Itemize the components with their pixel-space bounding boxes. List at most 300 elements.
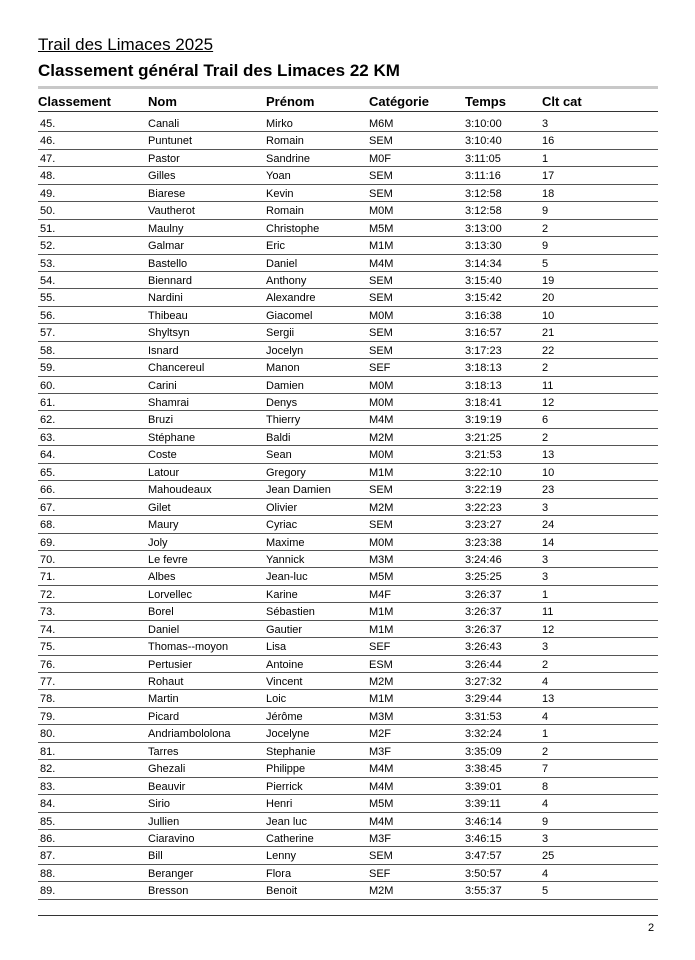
cell-classement: 67.	[40, 501, 56, 514]
cell-categorie: SEM	[369, 187, 393, 200]
cell-classement: 47.	[40, 152, 56, 165]
cell-temps: 3:23:38	[465, 536, 502, 549]
cell-classement: 74.	[40, 623, 56, 636]
cell-clt-cat: 16	[542, 135, 555, 148]
cell-prenom: Sergii	[266, 327, 295, 340]
table-row	[38, 708, 658, 725]
table-row	[38, 464, 658, 481]
cell-clt-cat: 2	[542, 431, 549, 444]
cell-clt-cat: 25	[542, 850, 555, 863]
table-row	[38, 446, 658, 463]
cell-categorie: M5M	[369, 798, 394, 811]
cell-classement: 50.	[40, 205, 56, 218]
ranking-title: Classement général Trail des Limaces 22 KM	[38, 61, 400, 80]
table-row	[38, 656, 658, 673]
cell-clt-cat: 3	[542, 501, 549, 514]
cell-prenom: Karine	[266, 588, 298, 601]
cell-categorie: M0M	[369, 449, 394, 462]
cell-clt-cat: 4	[542, 867, 549, 880]
cell-clt-cat: 2	[542, 658, 549, 671]
cell-nom: Maury	[148, 519, 179, 532]
cell-categorie: SEM	[369, 274, 393, 287]
cell-classement: 69.	[40, 536, 56, 549]
cell-nom: Ciaravino	[148, 832, 195, 845]
table-row	[38, 673, 658, 690]
cell-categorie: SEM	[369, 484, 393, 497]
cell-clt-cat: 11	[542, 379, 554, 392]
cell-clt-cat: 18	[542, 187, 555, 200]
cell-classement: 65.	[40, 466, 56, 479]
cell-nom: Mahoudeaux	[148, 484, 212, 497]
table-row	[38, 551, 658, 568]
cell-categorie: M4M	[369, 414, 394, 427]
table-row	[38, 185, 658, 202]
cell-temps: 3:22:10	[465, 466, 502, 479]
cell-categorie: SEM	[369, 519, 393, 532]
cell-nom: Bastello	[148, 257, 188, 270]
cell-categorie: SEM	[369, 327, 393, 340]
cell-nom: Rohaut	[148, 676, 184, 688]
table-row	[38, 255, 658, 272]
cell-temps: 3:27:32	[465, 676, 502, 688]
cell-prenom: Stephanie	[266, 745, 316, 758]
table-row	[38, 830, 658, 847]
cell-prenom: Catherine	[266, 832, 314, 845]
cell-nom: Beauvir	[148, 780, 186, 793]
table-header	[38, 93, 658, 111]
cell-clt-cat: 3	[542, 553, 549, 566]
cell-nom: Le fevre	[148, 553, 188, 566]
cell-temps: 3:13:30	[465, 240, 502, 253]
table-row	[38, 778, 658, 795]
cell-nom: Shamrai	[148, 397, 189, 409]
cell-prenom: Jérôme	[266, 710, 303, 723]
table-row	[38, 603, 658, 620]
cell-classement: 86.	[40, 832, 56, 845]
cell-prenom: Alexandre	[266, 292, 316, 305]
cell-clt-cat: 1	[542, 588, 549, 601]
table-row	[38, 411, 658, 428]
header-classement: Classement	[38, 94, 111, 109]
table-row	[38, 568, 658, 585]
cell-categorie: SEF	[369, 867, 391, 880]
cell-temps: 3:22:23	[465, 501, 502, 514]
cell-clt-cat: 23	[542, 484, 555, 497]
cell-classement: 73.	[40, 606, 56, 619]
cell-clt-cat: 3	[542, 571, 549, 584]
cell-categorie: M0M	[369, 379, 394, 392]
table-row	[38, 690, 658, 707]
cell-nom: Gilet	[148, 501, 171, 514]
cell-prenom: Gregory	[266, 466, 306, 479]
cell-clt-cat: 8	[542, 780, 549, 793]
cell-classement: 84.	[40, 798, 56, 811]
cell-categorie: M1M	[369, 466, 394, 479]
cell-prenom: Romain	[266, 135, 304, 148]
cell-temps: 3:21:53	[465, 449, 502, 462]
table-row	[38, 202, 658, 219]
cell-categorie: M4M	[369, 780, 394, 793]
cell-clt-cat: 3	[542, 641, 549, 654]
cell-categorie: M5M	[369, 571, 394, 584]
cell-nom: Jullien	[148, 815, 180, 828]
cell-temps: 3:24:46	[465, 553, 502, 566]
cell-nom: Carini	[148, 379, 177, 392]
cell-prenom: Jocelyne	[266, 728, 310, 741]
cell-clt-cat: 21	[542, 327, 555, 340]
cell-clt-cat: 9	[542, 240, 549, 253]
cell-nom: Bruzi	[148, 414, 174, 427]
cell-prenom: Sandrine	[266, 152, 311, 165]
table-row	[38, 429, 658, 446]
cell-prenom: Jean-luc	[266, 571, 308, 584]
cell-classement: 52.	[40, 240, 56, 253]
cell-classement: 56.	[40, 309, 56, 322]
cell-classement: 64.	[40, 449, 56, 462]
cell-clt-cat: 4	[542, 710, 549, 723]
cell-temps: 3:17:23	[465, 344, 502, 357]
cell-temps: 3:18:13	[465, 379, 502, 392]
cell-classement: 76.	[40, 658, 56, 671]
table-row	[38, 132, 658, 149]
cell-categorie: M4F	[369, 588, 391, 601]
cell-prenom: Baldi	[266, 431, 291, 444]
cell-temps: 3:26:37	[465, 606, 502, 619]
cell-temps: 3:23:27	[465, 519, 502, 532]
cell-prenom: Manon	[266, 362, 300, 375]
cell-categorie: M2M	[369, 885, 394, 898]
cell-temps: 3:11:16	[465, 170, 501, 183]
cell-prenom: Jean Damien	[266, 484, 331, 497]
cell-classement: 63.	[40, 431, 56, 444]
cell-prenom: Pierrick	[266, 780, 303, 793]
table-row	[38, 795, 658, 812]
cell-clt-cat: 2	[542, 362, 549, 375]
cell-classement: 61.	[40, 397, 56, 409]
cell-nom: Biarese	[148, 187, 186, 200]
cell-nom: Stéphane	[148, 431, 196, 444]
table-row	[38, 586, 658, 603]
cell-classement: 53.	[40, 257, 56, 270]
cell-classement: 81.	[40, 745, 56, 758]
cell-temps: 3:25:25	[465, 571, 502, 584]
table-row	[38, 377, 658, 394]
cell-prenom: Lenny	[266, 850, 296, 863]
cell-temps: 3:18:13	[465, 362, 502, 375]
cell-prenom: Jocelyn	[266, 344, 304, 357]
cell-categorie: SEM	[369, 850, 393, 863]
cell-prenom: Olivier	[266, 501, 298, 514]
cell-nom: Bresson	[148, 885, 189, 898]
cell-temps: 3:16:38	[465, 309, 502, 322]
title-divider	[38, 86, 658, 89]
cell-categorie: M0M	[369, 397, 394, 409]
cell-nom: Tarres	[148, 745, 179, 758]
table-row	[38, 760, 658, 777]
cell-categorie: M2M	[369, 431, 394, 444]
table-row	[38, 743, 658, 760]
cell-prenom: Yoan	[266, 170, 291, 183]
header-divider	[38, 111, 658, 112]
cell-clt-cat: 12	[542, 397, 555, 409]
header-nom: Nom	[148, 94, 177, 109]
cell-nom: Pertusier	[148, 658, 193, 671]
table-row	[38, 167, 658, 184]
cell-nom: Puntunet	[148, 135, 193, 148]
cell-nom: Shyltsyn	[148, 327, 190, 340]
cell-clt-cat: 5	[542, 257, 549, 270]
page-number: 2	[648, 922, 655, 934]
cell-categorie: M2M	[369, 676, 394, 688]
cell-clt-cat: 7	[542, 763, 549, 776]
table-row	[38, 150, 658, 167]
cell-prenom: Gautier	[266, 623, 303, 636]
table-bottom-divider	[38, 915, 658, 916]
cell-clt-cat: 5	[542, 885, 549, 898]
cell-prenom: Sébastien	[266, 606, 315, 619]
cell-categorie: M4M	[369, 815, 394, 828]
cell-categorie: M3M	[369, 553, 394, 566]
cell-temps: 3:11:05	[465, 152, 501, 165]
cell-classement: 71.	[40, 571, 56, 584]
cell-clt-cat: 4	[542, 676, 549, 688]
cell-temps: 3:21:25	[465, 431, 502, 444]
cell-categorie: M2M	[369, 501, 394, 514]
cell-categorie: SEM	[369, 344, 393, 357]
table-row	[38, 394, 658, 411]
cell-classement: 57.	[40, 327, 56, 340]
cell-classement: 72.	[40, 588, 56, 601]
cell-categorie: M6M	[369, 118, 394, 130]
table-row	[38, 534, 658, 551]
cell-temps: 3:50:57	[465, 867, 502, 880]
cell-clt-cat: 6	[542, 414, 549, 427]
cell-nom: Beranger	[148, 867, 194, 880]
cell-temps: 3:46:14	[465, 815, 502, 828]
cell-prenom: Romain	[266, 205, 304, 218]
cell-classement: 75.	[40, 641, 56, 654]
header-clt-cat: Clt cat	[542, 94, 582, 109]
cell-prenom: Anthony	[266, 274, 307, 287]
cell-classement: 46.	[40, 135, 56, 148]
cell-classement: 59.	[40, 362, 56, 375]
cell-temps: 3:38:45	[465, 763, 502, 776]
cell-temps: 3:15:40	[465, 274, 502, 287]
cell-categorie: M1M	[369, 606, 394, 619]
cell-categorie: M1M	[369, 240, 394, 253]
cell-classement: 55.	[40, 292, 56, 305]
cell-classement: 77.	[40, 676, 56, 688]
cell-clt-cat: 20	[542, 292, 555, 305]
cell-prenom: Loic	[266, 693, 287, 706]
cell-categorie: M5M	[369, 222, 394, 235]
cell-temps: 3:26:37	[465, 588, 502, 601]
cell-temps: 3:18:41	[465, 397, 502, 409]
cell-prenom: Denys	[266, 397, 298, 409]
cell-temps: 3:26:37	[465, 623, 502, 636]
cell-categorie: ESM	[369, 658, 393, 671]
cell-prenom: Yannick	[266, 553, 305, 566]
cell-clt-cat: 11	[542, 606, 554, 619]
cell-categorie: SEM	[369, 170, 393, 183]
cell-nom: Latour	[148, 466, 180, 479]
cell-categorie: M0F	[369, 152, 391, 165]
cell-prenom: Benoit	[266, 885, 298, 898]
cell-temps: 3:12:58	[465, 187, 502, 200]
cell-nom: Thomas--moyon	[148, 641, 229, 654]
results-table-body	[38, 115, 658, 900]
cell-prenom: Kevin	[266, 187, 294, 200]
cell-clt-cat: 1	[542, 152, 549, 165]
cell-temps: 3:10:40	[465, 135, 502, 148]
cell-prenom: Thierry	[266, 414, 301, 427]
cell-prenom: Lisa	[266, 641, 287, 654]
cell-classement: 85.	[40, 815, 56, 828]
cell-classement: 78.	[40, 693, 56, 706]
header-prenom: Prénom	[266, 94, 315, 109]
cell-temps: 3:29:44	[465, 693, 502, 706]
cell-categorie: M1M	[369, 623, 394, 636]
cell-classement: 70.	[40, 553, 56, 566]
cell-clt-cat: 19	[542, 274, 555, 287]
cell-temps: 3:47:57	[465, 850, 502, 863]
table-row	[38, 359, 658, 376]
cell-classement: 49.	[40, 187, 56, 200]
cell-nom: Sirio	[148, 798, 171, 811]
cell-nom: Canali	[148, 118, 180, 130]
table-row	[38, 621, 658, 638]
cell-classement: 82.	[40, 763, 56, 776]
table-row	[38, 725, 658, 742]
cell-nom: Ghezali	[148, 763, 186, 776]
table-row	[38, 220, 658, 237]
cell-classement: 54.	[40, 274, 56, 287]
cell-temps: 3:13:00	[465, 222, 502, 235]
cell-categorie: SEF	[369, 641, 391, 654]
cell-prenom: Giacomel	[266, 309, 313, 322]
cell-classement: 48.	[40, 170, 56, 183]
cell-temps: 3:26:44	[465, 658, 502, 671]
cell-clt-cat: 13	[542, 449, 555, 462]
cell-prenom: Maxime	[266, 536, 305, 549]
cell-prenom: Antoine	[266, 658, 304, 671]
cell-prenom: Christophe	[266, 222, 320, 235]
cell-classement: 60.	[40, 379, 56, 392]
cell-classement: 62.	[40, 414, 56, 427]
cell-clt-cat: 22	[542, 344, 555, 357]
header-categorie: Catégorie	[369, 94, 429, 109]
event-title: Trail des Limaces 2025	[38, 35, 214, 54]
cell-classement: 83.	[40, 780, 56, 793]
cell-nom: Maulny	[148, 222, 184, 235]
cell-clt-cat: 12	[542, 623, 555, 636]
cell-nom: Joly	[148, 536, 168, 549]
table-row	[38, 324, 658, 341]
table-row	[38, 516, 658, 533]
cell-nom: Martin	[148, 693, 179, 706]
cell-categorie: SEF	[369, 362, 391, 375]
cell-categorie: SEM	[369, 135, 393, 148]
cell-nom: Vautherot	[148, 205, 195, 218]
cell-categorie: M4M	[369, 763, 394, 776]
cell-classement: 80.	[40, 728, 56, 741]
cell-categorie: M3F	[369, 745, 391, 758]
cell-prenom: Vincent	[266, 676, 303, 688]
cell-clt-cat: 1	[542, 728, 549, 741]
cell-clt-cat: 2	[542, 745, 549, 758]
cell-clt-cat: 4	[542, 798, 549, 811]
cell-temps: 3:31:53	[465, 710, 502, 723]
table-row	[38, 638, 658, 655]
cell-clt-cat: 3	[542, 832, 549, 845]
cell-categorie: M2F	[369, 728, 391, 741]
table-row	[38, 847, 658, 864]
cell-nom: Pastor	[148, 152, 180, 165]
cell-clt-cat: 9	[542, 205, 549, 218]
cell-prenom: Cyriac	[266, 519, 298, 532]
table-row	[38, 307, 658, 324]
table-row	[38, 865, 658, 882]
cell-temps: 3:55:37	[465, 885, 502, 898]
table-row	[38, 813, 658, 830]
cell-nom: Lorvellec	[148, 588, 193, 601]
cell-temps: 3:22:19	[465, 484, 502, 497]
cell-classement: 58.	[40, 344, 56, 357]
cell-temps: 3:14:34	[465, 257, 502, 270]
cell-classement: 88.	[40, 867, 56, 880]
table-row	[38, 342, 658, 359]
cell-prenom: Flora	[266, 867, 292, 880]
cell-categorie: M0M	[369, 536, 394, 549]
cell-nom: Bill	[148, 850, 163, 863]
cell-nom: Galmar	[148, 240, 185, 253]
cell-nom: Isnard	[148, 344, 179, 357]
cell-clt-cat: 3	[542, 118, 549, 130]
cell-classement: 89.	[40, 885, 56, 898]
cell-nom: Daniel	[148, 623, 180, 636]
cell-prenom: Jean luc	[266, 815, 307, 828]
cell-categorie: M3M	[369, 710, 394, 723]
cell-temps: 3:35:09	[465, 745, 502, 758]
cell-classement: 79.	[40, 710, 56, 723]
cell-clt-cat: 13	[542, 693, 555, 706]
cell-categorie: SEM	[369, 292, 393, 305]
cell-nom: Albes	[148, 571, 176, 584]
cell-prenom: Henri	[266, 798, 293, 811]
cell-clt-cat: 24	[542, 519, 555, 532]
cell-nom: Borel	[148, 606, 174, 619]
cell-prenom: Eric	[266, 240, 285, 253]
cell-nom: Coste	[148, 449, 177, 462]
cell-clt-cat: 9	[542, 815, 549, 828]
cell-categorie: M4M	[369, 257, 394, 270]
cell-classement: 66.	[40, 484, 56, 497]
cell-classement: 45.	[40, 118, 56, 130]
cell-temps: 3:39:11	[465, 798, 501, 811]
cell-temps: 3:16:57	[465, 327, 502, 340]
cell-categorie: M0M	[369, 309, 394, 322]
cell-temps: 3:19:19	[465, 414, 502, 427]
cell-prenom: Mirko	[266, 118, 293, 130]
table-row	[38, 481, 658, 498]
cell-categorie: M1M	[369, 693, 394, 706]
cell-classement: 68.	[40, 519, 56, 532]
cell-temps: 3:15:42	[465, 292, 502, 305]
table-row	[38, 272, 658, 289]
cell-nom: Chancereul	[148, 362, 205, 375]
table-row	[38, 289, 658, 306]
cell-prenom: Philippe	[266, 763, 306, 776]
